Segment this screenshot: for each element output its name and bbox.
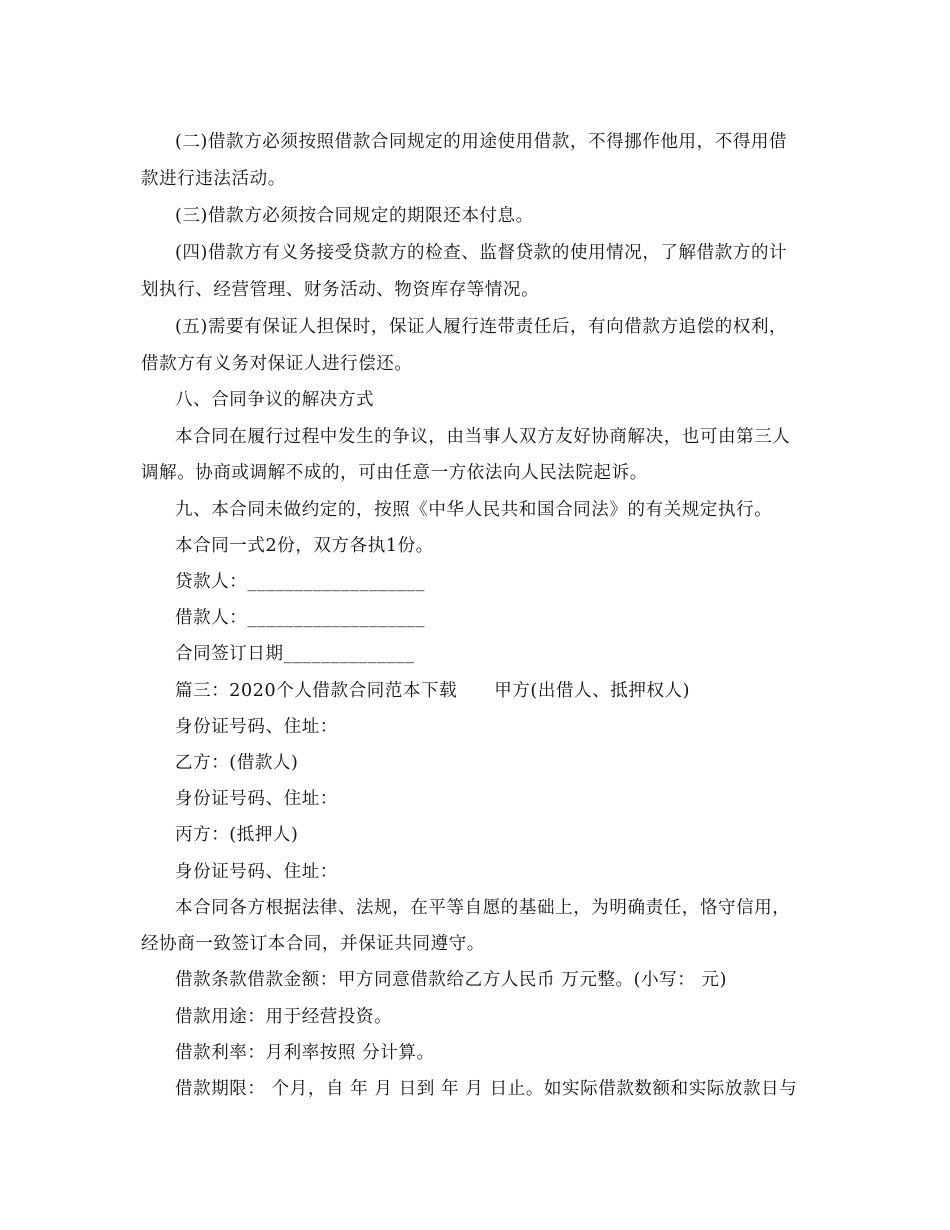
paragraph-line: (三)借款方必须按合同规定的期限还本付息。: [175, 206, 534, 226]
paragraph-line: 本合同各方根据法律、法规，在平等自愿的基础上，为明确责任，恪守信用，: [175, 898, 791, 918]
paragraph-line: 经协商一致签订本合同，并保证共同遵守。: [141, 934, 485, 954]
paragraph-line: 本合同在履行过程中发生的争议，由当事人双方友好协商解决，也可由第三人: [175, 427, 791, 447]
section-heading: 九、本合同未做约定的，按照《中华人民共和国合同法》的有关规定执行。: [175, 500, 773, 520]
lender-signature-line: 贷款人：___________________: [175, 572, 426, 592]
paragraph-line: 调解。协商或调解不成的，可由任意一方依法向人民法院起诉。: [141, 463, 648, 483]
paragraph-line: 借款条款借款金额：甲方同意借款给乙方人民币 万元整。(小写： 元): [175, 970, 728, 990]
section-heading: 篇三：2020个人借款合同范本下载 甲方(出借人、抵押权人): [175, 681, 691, 701]
signing-date-line: 合同签订日期______________: [175, 644, 415, 664]
paragraph-line: (二)借款方必须按照借款合同规定的用途使用借款，不得挪作他用，不得用借: [175, 132, 788, 152]
paragraph-line: 本合同一式2份，双方各执1份。: [175, 536, 434, 556]
paragraph-line: 借款方有义务对保证人进行偿还。: [141, 354, 413, 374]
paragraph-line: 身份证号码、住址：: [175, 717, 338, 737]
paragraph-line: 乙方：(借款人): [175, 753, 299, 773]
section-heading: 八、合同争议的解决方式: [175, 390, 375, 410]
paragraph-line: 身份证号码、住址：: [175, 862, 338, 882]
paragraph-line: 划执行、经营管理、财务活动、物资库存等情况。: [141, 280, 540, 300]
paragraph-line: (五)需要有保证人担保时，保证人履行连带责任后，有向借款方追偿的权利，: [175, 317, 788, 337]
paragraph-line: 款进行违法活动。: [141, 169, 286, 189]
paragraph-line: 丙方：(抵押人): [175, 825, 299, 845]
paragraph-line: 借款利率：月利率按照 分计算。: [175, 1043, 435, 1063]
paragraph-line: 借款用途：用于经营投资。: [175, 1007, 393, 1027]
borrower-signature-line: 借款人：___________________: [175, 608, 426, 628]
paragraph-line: 身份证号码、住址：: [175, 789, 338, 809]
paragraph-line: 借款期限： 个月，自 年 月 日到 年 月 日止。如实际借款数额和实际放款日与: [175, 1079, 798, 1099]
paragraph-line: (四)借款方有义务接受贷款方的检查、监督贷款的使用情况，了解借款方的计: [175, 243, 788, 263]
